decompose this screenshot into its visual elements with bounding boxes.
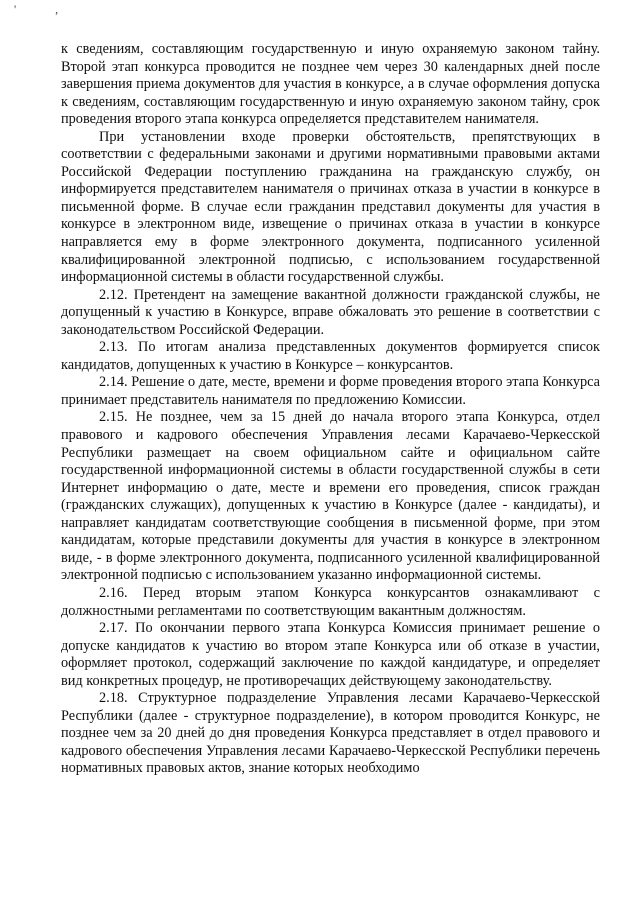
paragraph-2-17: 2.17. По окончании первого этапа Конкурса Комиссия принимает решение о допуске кандидатов к участию во втором этапе Конкурса или об отказе в участии, оформляет протокол, содержащий заключение по каждой кандидатуре, и определяет вид конкретных процедур, не противоречащих действующему законодательству.: [61, 620, 600, 689]
paragraph-2-13: 2.13. По итогам анализа представленных документов формируется список кандидатов, допущенных к участию в Конкурсе – конкурсантов.: [61, 339, 600, 373]
document-body: [61, 41, 600, 778]
scan-corner-marks: ' ,: [14, 2, 77, 16]
paragraph-2-15: 2.15. Не позднее, чем за 15 дней до начала второго этапа Конкурса, отдел правового и кадрового обеспечения Управления лесами Карачаево-Черкесской Республики размещает на своем официальном сайте и официальном сайте государственной информационной системы в области государственной службы в сети Интернет информацию о дате, месте и времени его проведения, список граждан (гражданских служащих), допущенных к участию в Конкурсе (далее - кандидаты), и направляет кандидатам соответствующие сообщения в письменной форме, при этом кандидатам, которые представили документы для участия в конкурсе в электронном виде, - в форме электронного документа, подписанного усиленной квалифицированной электронной подписью с использованием указанно информационной системы.: [61, 409, 600, 584]
paragraph-2-14: 2.14. Решение о дате, месте, времени и форме проведения второго этапа Конкурса принимает представитель нанимателя по предложению Комиссии.: [61, 374, 600, 408]
paragraph-2-12: 2.12. Претендент на замещение вакантной должности гражданской службы, не допущенный к участию в Конкурсе, вправе обжаловать это решение в соответствии с законодательством Российской Федерации.: [61, 286, 600, 338]
paragraph-continuation: к сведениям, составляющим государственную и иную охраняемую законом тайну. Второй этап конкурса проводится не позднее чем через 30 календарных дней после завершения приема документов для участия в конкурсе, а в случае оформления допуска к сведениям, составляющим государственную и иную охраняемую законом тайну, срок проведения второго этапа конкурса определяется представителем нанимателя.: [61, 41, 600, 128]
paragraph-2-16: 2.16. Перед вторым этапом Конкурса конкурсантов ознакамливают с должностными регламентами по соответствующим вакантным должностям.: [61, 584, 600, 619]
paragraph-2-18: 2.18. Структурное подразделение Управления лесами Карачаево-Черкесской Республики (далее - структурное подразделение), в котором проводится Конкурс, не позднее чем за 20 дней до дня проведения Конкурса представляет в отдел правового и кадрового обеспечения Управления лесами Карачаево-Черкесской Республики перечень нормативных правовых актов, знание которых необходимо: [61, 690, 600, 777]
paragraph-refusal-notice: При установлении входе проверки обстоятельств, препятствующих в соответствии с федеральными законами и другими нормативными правовыми актами Российской Федерации поступлению гражданина на гражданскую службу, он информируется представителем нанимателя о причинах отказа в участии в конкурсе в письменной форме. В случае если гражданин представил документы для участия в конкурсе в электронном виде, извещение о причинах отказа в участии в конкурсе направляется ему в форме электронного документа, подписанного усиленной квалифицированной электронной подписью, с использованием государственной информационной системы в области государственной службы.: [61, 128, 600, 286]
